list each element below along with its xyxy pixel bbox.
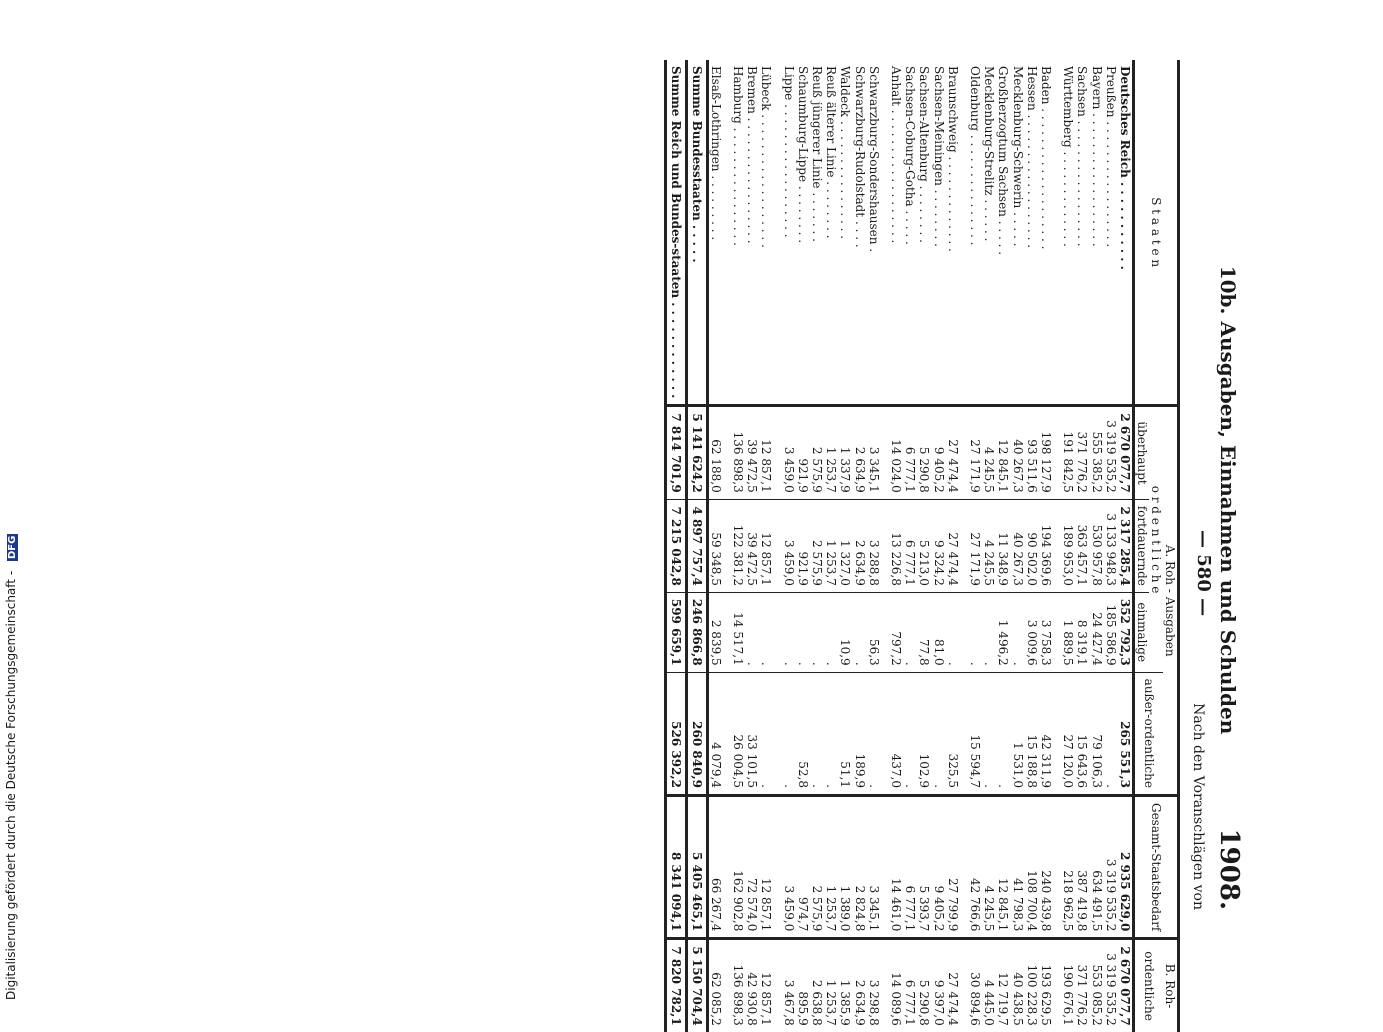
separator-cell — [881, 795, 889, 938]
cell-ausserordentliche: 189,9 — [852, 672, 866, 795]
cell-ausserordentliche: 79 106,3 — [1089, 672, 1103, 795]
cell-einmalige: . — [781, 592, 795, 672]
cell-b-ordentliche: 4 445,0 — [982, 939, 996, 1032]
separator-cell — [773, 939, 781, 1032]
sum-gesamt: 5 405 465,1 — [686, 795, 707, 938]
table-row — [968, 60, 982, 1032]
cell-ausserordentliche: 437,0 — [889, 672, 903, 795]
table-row — [707, 60, 723, 1032]
separator-cell — [960, 795, 968, 938]
cell-gesamt: 108 700,4 — [1025, 795, 1039, 938]
cell-einmalige: 797,2 — [889, 592, 903, 672]
cell-fortdauernde: 2 575,9 — [810, 499, 824, 592]
cell-fortdauernde: 5 213,0 — [917, 499, 931, 592]
separator-cell — [723, 939, 731, 1032]
cell-einmalige: 81,0 — [931, 592, 945, 672]
separator-cell — [1053, 406, 1061, 499]
cell-ueberhaupt: 5 290,8 — [917, 406, 931, 499]
sum-name: Summe Bundesstaaten . . . . . — [689, 66, 704, 263]
cell-b-ordentliche: 62 085,2 — [707, 939, 723, 1032]
state-name: Bremen . . . . . . . . . . . . . . . . . — [745, 66, 760, 244]
cell-ueberhaupt: 93 511,6 — [1025, 406, 1039, 499]
table-body — [707, 60, 1133, 1032]
separator-cell — [881, 672, 889, 795]
cell-fortdauernde: 27 171,9 — [968, 499, 982, 592]
cell-gesamt: 3 319 535,2 — [1104, 795, 1118, 938]
state-name: Schaumburg-Lippe . . . . . . . . — [795, 66, 810, 244]
table-row-sum-reich — [665, 60, 686, 1032]
table-row — [759, 60, 773, 1032]
state-name: Schwarzburg-Sondershausen . — [866, 66, 881, 253]
table-row — [982, 60, 996, 1032]
cell-ueberhaupt: 136 898,3 — [731, 406, 745, 499]
cell-ueberhaupt: 14 024,0 — [889, 406, 903, 499]
separator-cell — [960, 939, 968, 1032]
cell-ueberhaupt: 371 776,2 — [1075, 406, 1089, 499]
cell-fortdauernde: 363 457,1 — [1075, 499, 1089, 592]
state-name: Preußen . . . . . . . . . . . . . . . . . — [1103, 66, 1118, 248]
cell-einmalige: 77,8 — [917, 592, 931, 672]
table-row — [1104, 60, 1118, 1032]
cell-einmalige: 10,9 — [838, 592, 852, 672]
cell-fortdauernde: 12 857,1 — [759, 499, 773, 592]
state-name: Hessen . . . . . . . . . . . . . . . . . . — [1024, 66, 1039, 249]
state-name: Schwarzburg-Rudolstadt . . . . — [852, 66, 867, 248]
cell-ueberhaupt: 191 842,5 — [1061, 406, 1075, 499]
cell-fortdauernde: 27 474,4 — [946, 499, 960, 592]
separator-cell — [773, 795, 781, 938]
cell-gesamt: 387 419,8 — [1075, 795, 1089, 938]
state-name: Reuß jüngerer Linie . . . . . . . — [809, 66, 824, 242]
cell-fortdauernde: 6 777,1 — [903, 499, 917, 592]
separator-cell — [881, 939, 889, 1032]
state-name: Elsaß-Lothringen . . . . . . . . . — [708, 66, 723, 241]
cell-fortdauernde: 1 253,7 — [824, 499, 838, 592]
cell-einmalige: . — [810, 592, 824, 672]
cell-einmalige: . — [946, 592, 960, 672]
cell-b-ordentliche: 553 085,2 — [1089, 939, 1103, 1032]
cell-ueberhaupt: 9 405,2 — [931, 406, 945, 499]
cell-einmalige: 2 839,5 — [707, 592, 723, 672]
state-name: Hamburg . . . . . . . . . . . . . . . . — [730, 66, 745, 246]
separator-cell — [960, 592, 968, 672]
state-name: Sachsen-Coburg-Gotha . . . . . — [903, 66, 918, 245]
separator-cell — [960, 60, 968, 406]
cell-ausserordentliche: 265 551,3 — [1118, 672, 1134, 795]
separator-cell — [723, 795, 731, 938]
cell-ausserordentliche: . — [781, 672, 795, 795]
separator-cell — [1053, 795, 1061, 938]
cell-fortdauernde: 1 327,0 — [838, 499, 852, 592]
separator-cell — [960, 499, 968, 592]
cell-b-ordentliche: 2 634,9 — [852, 939, 866, 1032]
cell-ueberhaupt: 555 385,2 — [1089, 406, 1103, 499]
row-separator — [773, 60, 781, 1032]
cell-fortdauernde: 189 953,0 — [1061, 499, 1075, 592]
table-row — [1075, 60, 1089, 1032]
sum-reich-gesamt: 8 341 094,1 — [665, 795, 686, 938]
cell-gesamt: 3 459,0 — [781, 795, 795, 938]
header-ausserordentliche: außer-ordentliche — [1134, 672, 1164, 795]
cell-ausserordentliche: . — [867, 672, 881, 795]
cell-gesamt: 2 824,8 — [852, 795, 866, 938]
header-b-ordentliche: ordentliche — [1134, 939, 1164, 1032]
footer-note — [4, 0, 18, 1000]
cell-gesamt: 634 491,5 — [1089, 795, 1103, 938]
cell-ueberhaupt: 1 337,9 — [838, 406, 852, 499]
separator-cell — [1053, 592, 1061, 672]
cell-ausserordentliche: 15 594,7 — [968, 672, 982, 795]
sum-ueberhaupt: 5 141 624,2 — [686, 406, 707, 499]
table-row — [810, 60, 824, 1032]
cell-fortdauernde: 13 226,8 — [889, 499, 903, 592]
cell-b-ordentliche: 12 857,1 — [759, 939, 773, 1032]
table-row — [931, 60, 945, 1032]
state-name: Reuß älterer Linie . . . . . . . . — [824, 66, 839, 239]
separator-cell — [881, 60, 889, 406]
table-row — [1061, 60, 1075, 1032]
sum-fortdauernde: 4 897 757,4 — [686, 499, 707, 592]
separator-cell — [881, 499, 889, 592]
cell-b-ordentliche: 193 629,5 — [1039, 939, 1053, 1032]
separator-cell — [723, 60, 731, 406]
cell-einmalige: . — [903, 592, 917, 672]
cell-b-ordentliche: 5 290,8 — [917, 939, 931, 1032]
state-name: Großherzogtum Sachsen . . . . . — [996, 66, 1011, 256]
cell-gesamt: 72 574,0 — [745, 795, 759, 938]
cell-b-ordentliche: 1 385,9 — [838, 939, 852, 1032]
cell-b-ordentliche: 2 638,8 — [810, 939, 824, 1032]
cell-ausserordentliche: . — [931, 672, 945, 795]
footer-note-container — [4, 0, 18, 1000]
cell-ueberhaupt: 6 777,1 — [903, 406, 917, 499]
cell-ueberhaupt: 3 319 535,2 — [1104, 406, 1118, 499]
cell-fortdauernde: 40 267,3 — [1010, 499, 1024, 592]
cell-fortdauernde: 3 459,0 — [781, 499, 795, 592]
page-content — [350, 60, 1250, 1026]
cell-einmalige: 3 009,6 — [1025, 592, 1039, 672]
cell-einmalige: 1 496,2 — [996, 592, 1010, 672]
cell-fortdauernde: 2 634,9 — [852, 499, 866, 592]
cell-gesamt: 27 799,9 — [946, 795, 960, 938]
table-row-reich — [1118, 60, 1134, 1032]
cell-b-ordentliche: 3 467,8 — [781, 939, 795, 1032]
separator-cell — [773, 592, 781, 672]
cell-ueberhaupt: 3 345,1 — [867, 406, 881, 499]
state-name: Sachsen-Meiningen . . . . . . . . — [931, 66, 946, 247]
cell-ausserordentliche: 27 120,0 — [1061, 672, 1075, 795]
cell-einmalige: . — [968, 592, 982, 672]
cell-ueberhaupt: 39 472,5 — [745, 406, 759, 499]
separator-cell — [773, 499, 781, 592]
cell-b-ordentliche: 3 298,8 — [867, 939, 881, 1032]
cell-b-ordentliche: 6 777,1 — [903, 939, 917, 1032]
table-row — [867, 60, 881, 1032]
cell-einmalige: 3 758,3 — [1039, 592, 1053, 672]
state-name: Anhalt . . . . . . . . . . . . . . . . . . — [888, 66, 903, 244]
table-row — [824, 60, 838, 1032]
cell-ausserordentliche: 325,5 — [946, 672, 960, 795]
cell-einmalige: . — [796, 592, 810, 672]
separator-cell — [773, 60, 781, 406]
cell-ausserordentliche: . — [824, 672, 838, 795]
cell-fortdauernde: 3 288,8 — [867, 499, 881, 592]
cell-gesamt: 162 902,8 — [731, 795, 745, 938]
cell-ausserordentliche: . — [810, 672, 824, 795]
separator-cell — [773, 672, 781, 795]
cell-ueberhaupt: 3 459,0 — [781, 406, 795, 499]
cell-gesamt: 12 845,1 — [996, 795, 1010, 938]
cell-b-ordentliche: 2 670 077,7 — [1118, 939, 1134, 1032]
cell-b-ordentliche: 136 898,3 — [731, 939, 745, 1032]
table-row — [781, 60, 795, 1032]
cell-b-ordentliche: 14 089,6 — [889, 939, 903, 1032]
page-title: 10b. Ausgaben, Einnahmen und Schulden — [1216, 265, 1240, 735]
separator-cell — [881, 592, 889, 672]
cell-gesamt: 5 393,7 — [917, 795, 931, 938]
cell-ausserordentliche: . — [903, 672, 917, 795]
cell-b-ordentliche: 895,9 — [796, 939, 810, 1032]
cell-ueberhaupt: 2 634,9 — [852, 406, 866, 499]
cell-ueberhaupt: 2 670 077,7 — [1118, 406, 1134, 499]
cell-b-ordentliche: 3 319 535,2 — [1104, 939, 1118, 1032]
cell-ausserordentliche: 26 004,5 — [731, 672, 745, 795]
cell-ausserordentliche: 4 079,4 — [707, 672, 723, 795]
cell-gesamt: 4 245,5 — [982, 795, 996, 938]
cell-b-ordentliche: 12 719,7 — [996, 939, 1010, 1032]
cell-ausserordentliche: . — [982, 672, 996, 795]
separator-cell — [723, 672, 731, 795]
footer-note-text: Digitalisierung gefördert durch die Deutsche Forschungsgemeinschaft - — [4, 570, 18, 1000]
row-separator — [723, 60, 731, 1032]
cell-ausserordentliche: 15 643,6 — [1075, 672, 1089, 795]
state-name: Sachsen-Altenburg . . . . . . . . — [917, 66, 932, 243]
separator-cell — [773, 406, 781, 499]
sum-ausserordentliche: 260 840,9 — [686, 672, 707, 795]
sum-reich-fortdauernde: 7 215 042,8 — [665, 499, 686, 592]
table-row — [889, 60, 903, 1032]
cell-b-ordentliche: 1 253,7 — [824, 939, 838, 1032]
cell-b-ordentliche: 30 894,6 — [968, 939, 982, 1032]
separator-cell — [960, 672, 968, 795]
dfg-logo: DFG — [7, 535, 18, 560]
sum-einmalige: 246 866,8 — [686, 592, 707, 672]
state-name: Mecklenburg-Strelitz . . . . . . — [982, 66, 997, 242]
separator-cell — [1053, 672, 1061, 795]
cell-gesamt: 14 461,0 — [889, 795, 903, 938]
row-separator — [1053, 60, 1061, 1032]
cell-einmalige: . — [745, 592, 759, 672]
sum-reich-b-ordentliche: 7 820 782,1 — [665, 939, 686, 1032]
budget-table — [664, 60, 1180, 1032]
year-label: 1908. — [1214, 828, 1244, 910]
row-separator — [881, 60, 889, 1032]
table-row — [1089, 60, 1103, 1032]
separator-cell — [723, 406, 731, 499]
header-group-b: B. Roh- — [1163, 939, 1179, 1032]
cell-ueberhaupt: 1 253,7 — [824, 406, 838, 499]
cell-ausserordentliche: 51,1 — [838, 672, 852, 795]
state-name: Bayern . . . . . . . . . . . . . . . . . . — [1089, 66, 1104, 247]
state-name: Lübeck . . . . . . . . . . . . . . . . . . — [759, 66, 774, 248]
cell-b-ordentliche: 42 930,8 — [745, 939, 759, 1032]
table-row — [796, 60, 810, 1032]
header-ordentliche: o r d e n t l i c h e — [1149, 406, 1163, 672]
separator-cell — [723, 592, 731, 672]
cell-einmalige: 352 792,3 — [1118, 592, 1134, 672]
cell-fortdauernde: 921,9 — [796, 499, 810, 592]
cell-fortdauernde: 39 472,5 — [745, 499, 759, 592]
state-name: Waldeck . . . . . . . . . . . . . . . . — [838, 66, 853, 240]
cell-ausserordentliche: 52,8 — [796, 672, 810, 795]
cell-fortdauernde: 11 348,9 — [996, 499, 1010, 592]
cell-fortdauernde: 194 369,6 — [1039, 499, 1053, 592]
header-group-a: A. Roh - Ausgaben — [1163, 406, 1179, 796]
table-row — [1025, 60, 1039, 1032]
cell-einmalige: . — [759, 592, 773, 672]
header — [1210, 60, 1250, 940]
table-row — [1039, 60, 1053, 1032]
rotated-table-page — [350, 60, 1250, 1026]
cell-einmalige: . — [852, 592, 866, 672]
cell-gesamt: 974,7 — [796, 795, 810, 938]
cell-einmalige: 1 889,5 — [1061, 592, 1075, 672]
cell-b-ordentliche: 100 228,3 — [1025, 939, 1039, 1032]
table-row — [917, 60, 931, 1032]
state-name: Baden . . . . . . . . . . . . . . . . . . . — [1038, 66, 1053, 250]
table-row — [903, 60, 917, 1032]
header-ueberhaupt: überhaupt — [1134, 406, 1150, 499]
separator-cell — [723, 499, 731, 592]
state-name: Braunschweig . . . . . . . . . . . . . — [945, 66, 960, 252]
cell-fortdauernde: 3 133 948,3 — [1104, 499, 1118, 592]
cell-gesamt: 1 253,7 — [824, 795, 838, 938]
table-row — [1010, 60, 1024, 1032]
separator-cell — [1053, 60, 1061, 406]
cell-gesamt: 6 777,1 — [903, 795, 917, 938]
page-number: — 580 — — [1193, 530, 1214, 617]
table-row — [946, 60, 960, 1032]
table-row-sum-bundesstaaten — [686, 60, 707, 1032]
cell-b-ordentliche: 371 776,2 — [1075, 939, 1089, 1032]
cell-fortdauernde: 530 957,8 — [1089, 499, 1103, 592]
cell-gesamt: 1 389,0 — [838, 795, 852, 938]
cell-ueberhaupt: 4 245,5 — [982, 406, 996, 499]
cell-einmalige: . — [982, 592, 996, 672]
cell-fortdauernde: 2 317 285,4 — [1118, 499, 1134, 592]
cell-gesamt: 12 857,1 — [759, 795, 773, 938]
separator-cell — [881, 406, 889, 499]
cell-b-ordentliche: 9 397,0 — [931, 939, 945, 1032]
sum-reich-einmalige: 599 659,1 — [665, 592, 686, 672]
cell-einmalige: . — [824, 592, 838, 672]
cell-ausserordentliche: . — [759, 672, 773, 795]
separator-cell — [1053, 499, 1061, 592]
cell-ausserordentliche: . — [1104, 672, 1118, 795]
page-subtitle: Nach den Voranschlägen von — [1190, 703, 1206, 910]
cell-ausserordentliche: . — [996, 672, 1010, 795]
cell-ausserordentliche: 42 311,9 — [1039, 672, 1053, 795]
cell-fortdauernde: 59 348,5 — [707, 499, 723, 592]
state-name: Oldenburg . . . . . . . . . . . . . . . — [967, 66, 982, 246]
cell-gesamt: 240 439,8 — [1039, 795, 1053, 938]
cell-gesamt: 41 798,3 — [1010, 795, 1024, 938]
header-einmalige: einmalige — [1134, 592, 1150, 672]
cell-ueberhaupt: 40 267,3 — [1010, 406, 1024, 499]
cell-fortdauernde: 9 324,2 — [931, 499, 945, 592]
cell-b-ordentliche: 40 438,5 — [1010, 939, 1024, 1032]
cell-ausserordentliche: 15 188,8 — [1025, 672, 1039, 795]
cell-b-ordentliche: 190 676,1 — [1061, 939, 1075, 1032]
state-name: Deutsches Reich . . . . . . . . . . . — [1118, 66, 1132, 270]
cell-gesamt: 2 575,9 — [810, 795, 824, 938]
cell-ausserordentliche: 33 101,5 — [745, 672, 759, 795]
cell-ueberhaupt: 27 171,9 — [968, 406, 982, 499]
cell-ueberhaupt: 198 127,9 — [1039, 406, 1053, 499]
cell-einmalige: 14 517,1 — [731, 592, 745, 672]
cell-ausserordentliche: 102,9 — [917, 672, 931, 795]
header-gesamt: Gesamt-Staatsbedarf — [1134, 795, 1179, 938]
sum-b-ordentliche: 5 150 704,4 — [686, 939, 707, 1032]
cell-einmalige: 56,3 — [867, 592, 881, 672]
state-name: Württemberg . . . . . . . . . . . . . — [1061, 66, 1076, 247]
separator-cell — [960, 406, 968, 499]
header-staaten: S t a a t e n — [1149, 197, 1163, 268]
cell-einmalige: 8 319,1 — [1075, 592, 1089, 672]
cell-ueberhaupt: 921,9 — [796, 406, 810, 499]
cell-ueberhaupt: 2 575,9 — [810, 406, 824, 499]
table-row — [731, 60, 745, 1032]
cell-ueberhaupt: 12 857,1 — [759, 406, 773, 499]
cell-ueberhaupt: 12 845,1 — [996, 406, 1010, 499]
cell-gesamt: 3 345,1 — [867, 795, 881, 938]
sum-reich-ausserordentliche: 526 392,2 — [665, 672, 686, 795]
state-name: Mecklenburg-Schwerin . . . . . — [1010, 66, 1025, 247]
cell-einmalige: 24 427,4 — [1089, 592, 1103, 672]
cell-gesamt: 42 766,6 — [968, 795, 982, 938]
cell-einmalige: 185 586,9 — [1104, 592, 1118, 672]
state-name: Sachsen . . . . . . . . . . . . . . . . . — [1075, 66, 1090, 247]
table-row — [838, 60, 852, 1032]
state-name: Lippe . . . . . . . . . . . . . . . . . . — [781, 66, 796, 238]
cell-b-ordentliche: 27 474,4 — [946, 939, 960, 1032]
table-row — [852, 60, 866, 1032]
cell-gesamt: 9 405,2 — [931, 795, 945, 938]
table-row — [745, 60, 759, 1032]
row-separator — [960, 60, 968, 1032]
sum-reich-ueberhaupt: 7 814 701,9 — [665, 406, 686, 499]
cell-fortdauernde: 122 381,2 — [731, 499, 745, 592]
sum-reich-name: Summe Reich und Bundes-staaten . . . . . . . . . . . . — [668, 66, 683, 399]
header-fortdauernde: fortdauernde — [1134, 499, 1150, 592]
cell-ueberhaupt: 27 474,4 — [946, 406, 960, 499]
cell-fortdauernde: 90 502,0 — [1025, 499, 1039, 592]
separator-cell — [1053, 939, 1061, 1032]
cell-fortdauernde: 4 245,5 — [982, 499, 996, 592]
cell-gesamt: 218 962,5 — [1061, 795, 1075, 938]
cell-einmalige: . — [1010, 592, 1024, 672]
cell-gesamt: 66 267,4 — [707, 795, 723, 938]
table-row — [996, 60, 1010, 1032]
cell-gesamt: 2 935 629,0 — [1118, 795, 1134, 938]
cell-ausserordentliche: 1 531,0 — [1010, 672, 1024, 795]
cell-ueberhaupt: 62 188,0 — [707, 406, 723, 499]
